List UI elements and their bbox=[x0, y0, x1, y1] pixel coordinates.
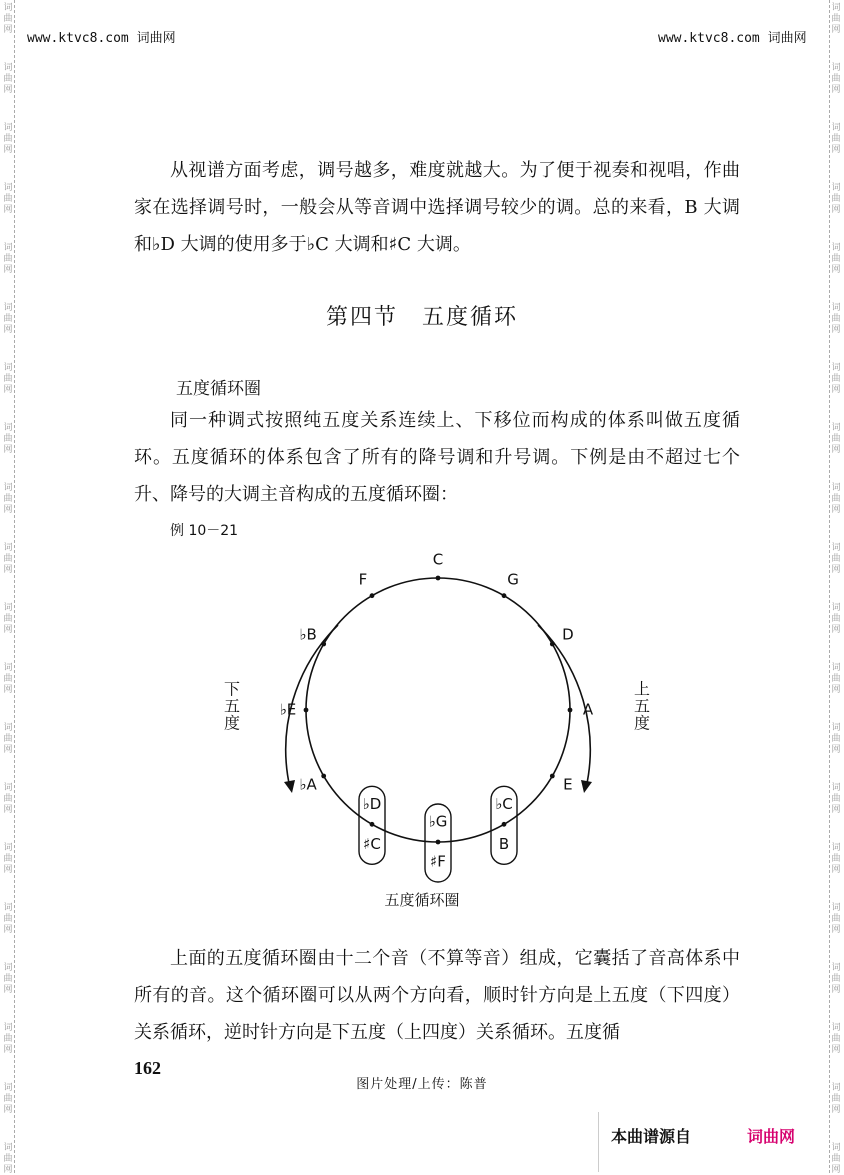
border-watermark-glyph: 词 bbox=[831, 903, 841, 913]
enharmonic-lower-label: ♯C bbox=[363, 834, 381, 853]
border-watermark-glyph: 曲 bbox=[3, 674, 13, 684]
border-watermark-glyph: 网 bbox=[3, 85, 13, 95]
left-direction-label: 度 bbox=[223, 713, 241, 733]
border-watermark-glyph: 词 bbox=[3, 543, 13, 553]
border-watermark-glyph: 网 bbox=[831, 805, 841, 815]
note-dot bbox=[304, 708, 309, 713]
left-direction-label: 五 bbox=[223, 696, 241, 716]
border-watermark-glyph: 曲 bbox=[831, 974, 841, 984]
border-watermark-glyph: 曲 bbox=[831, 794, 841, 804]
border-watermark-glyph: 网 bbox=[831, 145, 841, 155]
note-dot bbox=[568, 708, 573, 713]
border-watermark-glyph: 词 bbox=[3, 723, 13, 733]
footer-credit: 图片处理/上传：陈普 bbox=[356, 1077, 488, 1092]
border-watermark-glyph: 词 bbox=[3, 483, 13, 493]
note-label: G bbox=[507, 570, 519, 589]
diagram-caption: 五度循环圈 bbox=[384, 891, 460, 909]
border-watermark-glyph: 曲 bbox=[3, 914, 13, 924]
header-right-url[interactable]: www.ktvc8.com 词曲网 bbox=[658, 31, 807, 46]
border-watermark-glyph: 网 bbox=[3, 985, 13, 995]
border-watermark-glyph: 曲 bbox=[3, 254, 13, 264]
border-watermark-glyph: 词 bbox=[3, 843, 13, 853]
border-watermark-glyph: 曲 bbox=[3, 14, 13, 24]
border-watermark-glyph: 网 bbox=[831, 565, 841, 575]
note-dot bbox=[436, 576, 441, 581]
border-watermark-glyph: 网 bbox=[3, 25, 13, 35]
border-watermark-glyph: 词 bbox=[3, 603, 13, 613]
border-watermark-glyph: 网 bbox=[831, 445, 841, 455]
border-watermark-glyph: 词 bbox=[831, 423, 841, 433]
border-watermark-glyph: 曲 bbox=[3, 854, 13, 864]
border-watermark-glyph: 网 bbox=[831, 1165, 841, 1175]
border-watermark-glyph: 词 bbox=[831, 243, 841, 253]
border-watermark-glyph: 网 bbox=[3, 265, 13, 275]
border-watermark-glyph: 词 bbox=[831, 63, 841, 73]
note-dot bbox=[321, 642, 326, 647]
border-watermark-glyph: 词 bbox=[831, 123, 841, 133]
note-label: ♭A bbox=[299, 775, 317, 794]
enharmonic-upper-label: ♭G bbox=[428, 812, 448, 831]
border-watermark-glyph: 词 bbox=[831, 783, 841, 793]
border-watermark-glyph: 网 bbox=[3, 685, 13, 695]
border-watermark-glyph: 曲 bbox=[831, 434, 841, 444]
source-label: 本曲谱源自 bbox=[611, 1127, 692, 1146]
border-watermark-glyph: 曲 bbox=[831, 74, 841, 84]
border-watermark-glyph: 曲 bbox=[3, 1034, 13, 1044]
border-watermark-glyph: 曲 bbox=[831, 854, 841, 864]
border-watermark-glyph: 网 bbox=[3, 745, 13, 755]
border-watermark-glyph: 曲 bbox=[831, 254, 841, 264]
left-direction-label: 下 bbox=[223, 679, 241, 699]
border-watermark-glyph: 网 bbox=[3, 565, 13, 575]
note-dot bbox=[502, 593, 507, 598]
border-watermark-glyph: 曲 bbox=[831, 494, 841, 504]
border-watermark-glyph: 曲 bbox=[831, 374, 841, 384]
notes-layer bbox=[280, 551, 594, 794]
closing-paragraph bbox=[134, 940, 740, 1051]
border-watermark-glyph: 网 bbox=[3, 1105, 13, 1115]
border-watermark-glyph: 词 bbox=[831, 723, 841, 733]
border-watermark-glyph: 词 bbox=[3, 63, 13, 73]
example-label: 例 10－21 bbox=[170, 523, 239, 539]
border-watermark-glyph: 词 bbox=[831, 543, 841, 553]
border-watermark-glyph: 网 bbox=[831, 325, 841, 335]
border-watermark-glyph: 词 bbox=[3, 183, 13, 193]
border-watermark-glyph: 曲 bbox=[3, 74, 13, 84]
border-watermark-glyph: 词 bbox=[831, 603, 841, 613]
border-watermark-glyph: 网 bbox=[3, 145, 13, 155]
border-watermark-glyph: 词 bbox=[3, 123, 13, 133]
border-watermark-glyph: 曲 bbox=[3, 1154, 13, 1164]
border-watermark-glyph: 网 bbox=[831, 205, 841, 215]
border-watermark-glyph: 曲 bbox=[831, 1094, 841, 1104]
intro-text: 从视谱方面考虑，调号越多，难度就越大。为了便于视奏和视唱，作曲家在选择调号时，一般会从等音调中选择调号较少的调。总的来看，B 大调和♭D 大调的使用多于♭C 大调和♯C 大调。 bbox=[134, 160, 740, 255]
border-watermark-glyph: 词 bbox=[3, 903, 13, 913]
border-watermark-glyph: 曲 bbox=[3, 974, 13, 984]
border-watermark-glyph: 网 bbox=[3, 1165, 13, 1175]
border-watermark-glyph: 词 bbox=[3, 243, 13, 253]
note-dot bbox=[550, 774, 555, 779]
border-watermark-glyph: 词 bbox=[3, 783, 13, 793]
note-dot bbox=[436, 840, 441, 845]
header-left-url[interactable]: www.ktvc8.com 词曲网 bbox=[27, 31, 176, 46]
border-watermark-glyph: 词 bbox=[831, 1083, 841, 1093]
definition-text: 同一种调式按照纯五度关系连续上、下移位而构成的体系叫做五度循环。五度循环的体系包含了所有的降号调和升号调。下例是由不超过七个升、降号的大调主音构成的五度循环圈： bbox=[134, 410, 740, 505]
border-watermark-glyph: 网 bbox=[831, 685, 841, 695]
border-watermark-glyph: 曲 bbox=[3, 494, 13, 504]
border-watermark-glyph: 曲 bbox=[831, 1154, 841, 1164]
footer-divider bbox=[598, 1112, 599, 1172]
border-watermark-glyph: 曲 bbox=[3, 314, 13, 324]
border-watermark-glyph: 词 bbox=[831, 963, 841, 973]
border-watermark-glyph: 词 bbox=[3, 363, 13, 373]
border-watermark-glyph: 词 bbox=[3, 1083, 13, 1093]
border-watermark-glyph: 网 bbox=[3, 505, 13, 515]
border-watermark-glyph: 曲 bbox=[831, 734, 841, 744]
border-watermark-glyph: 网 bbox=[831, 25, 841, 35]
note-dot bbox=[370, 822, 375, 827]
border-watermark-glyph: 曲 bbox=[831, 914, 841, 924]
note-dot bbox=[370, 593, 375, 598]
border-watermark-glyph: 词 bbox=[831, 843, 841, 853]
note-dot bbox=[321, 774, 326, 779]
border-watermark-glyph: 词 bbox=[831, 363, 841, 373]
enharmonic-layer bbox=[359, 786, 517, 882]
border-watermark-glyph: 网 bbox=[3, 805, 13, 815]
page-number: 162 bbox=[134, 1058, 161, 1078]
note-label: ♭B bbox=[299, 625, 317, 644]
enharmonic-lower-label: ♯F bbox=[430, 852, 446, 871]
border-watermark-glyph: 曲 bbox=[831, 674, 841, 684]
enharmonic-upper-label: ♭C bbox=[495, 794, 513, 813]
note-dot bbox=[550, 642, 555, 647]
border-watermark-glyph: 曲 bbox=[3, 1094, 13, 1104]
border-watermark-glyph: 网 bbox=[831, 505, 841, 515]
border-watermark-glyph: 网 bbox=[3, 385, 13, 395]
border-watermark-glyph: 词 bbox=[3, 1023, 13, 1033]
right-direction-label: 上 bbox=[633, 679, 651, 699]
border-watermark-glyph: 网 bbox=[3, 205, 13, 215]
left-arrow-head bbox=[284, 780, 295, 793]
right-arrow-head bbox=[581, 780, 592, 793]
border-watermark-glyph: 词 bbox=[3, 3, 13, 13]
border-watermark-glyph: 词 bbox=[3, 1143, 13, 1153]
border-watermark-glyph: 词 bbox=[831, 483, 841, 493]
border-watermark-glyph: 曲 bbox=[3, 374, 13, 384]
border-watermark-glyph: 词 bbox=[831, 303, 841, 313]
border-watermark-glyph: 网 bbox=[3, 445, 13, 455]
note-label: D bbox=[562, 625, 574, 644]
subheading: 五度循环圈 bbox=[176, 379, 261, 399]
border-watermark-glyph: 网 bbox=[831, 265, 841, 275]
border-watermark-glyph: 网 bbox=[831, 1045, 841, 1055]
circle bbox=[306, 578, 573, 842]
border-watermark-glyph: 曲 bbox=[3, 134, 13, 144]
closing-text: 上面的五度循环圈由十二个音（不算等音）组成，它囊括了音高体系中所有的音。这个循环圈可以从两个方向看，顺时针方向是上五度（下四度）关系循环，逆时针方向是下五度（上四度）关系循环。五度循 bbox=[134, 948, 740, 1043]
border-watermark-glyph: 曲 bbox=[831, 14, 841, 24]
border-watermark-glyph: 词 bbox=[3, 663, 13, 673]
border-watermark-glyph: 词 bbox=[831, 183, 841, 193]
note-dot bbox=[502, 822, 507, 827]
note-label: E bbox=[563, 775, 573, 794]
note-label: C bbox=[432, 550, 444, 569]
border-watermark-glyph: 词 bbox=[3, 963, 13, 973]
border-watermark-glyph: 网 bbox=[831, 865, 841, 875]
border-watermark-glyph: 曲 bbox=[831, 1034, 841, 1044]
section-title: 第四节 五度循环 bbox=[325, 305, 518, 330]
border-watermark-glyph: 网 bbox=[831, 85, 841, 95]
border-watermark-glyph: 网 bbox=[3, 925, 13, 935]
border-watermark-glyph: 网 bbox=[831, 625, 841, 635]
border-watermark-glyph: 曲 bbox=[831, 614, 841, 624]
border-watermark-glyph: 词 bbox=[831, 3, 841, 13]
note-label: F bbox=[358, 570, 368, 589]
border-watermark-glyph: 词 bbox=[831, 1023, 841, 1033]
border-watermark-glyph: 词 bbox=[831, 663, 841, 673]
note-label: A bbox=[582, 700, 594, 719]
border-watermark-glyph: 网 bbox=[831, 925, 841, 935]
note-label: ♭E bbox=[279, 700, 297, 719]
enharmonic-upper-label: ♭D bbox=[362, 794, 382, 813]
border-watermark-glyph: 曲 bbox=[3, 554, 13, 564]
border-watermark-glyph: 网 bbox=[3, 325, 13, 335]
border-watermark-glyph: 词 bbox=[3, 423, 13, 433]
border-watermark-glyph: 词 bbox=[831, 1143, 841, 1153]
border-watermark-glyph: 网 bbox=[3, 865, 13, 875]
border-watermark-glyph: 曲 bbox=[3, 434, 13, 444]
border-watermark-glyph: 网 bbox=[831, 385, 841, 395]
border-watermark-glyph: 曲 bbox=[3, 194, 13, 204]
border-watermark-glyph: 曲 bbox=[831, 194, 841, 204]
border-watermark-glyph: 曲 bbox=[831, 134, 841, 144]
enharmonic-lower-label: B bbox=[498, 834, 510, 853]
right-direction-label: 度 bbox=[633, 713, 651, 733]
border-watermark-glyph: 网 bbox=[831, 985, 841, 995]
border-watermark-glyph: 词 bbox=[3, 303, 13, 313]
right-direction-label: 五 bbox=[633, 696, 651, 716]
border-watermark-glyph: 曲 bbox=[831, 314, 841, 324]
border-watermark-glyph: 曲 bbox=[3, 734, 13, 744]
border-watermark-glyph: 曲 bbox=[3, 794, 13, 804]
border-watermark-glyph: 曲 bbox=[3, 614, 13, 624]
border-watermark-glyph: 网 bbox=[831, 1105, 841, 1115]
border-watermark-glyph: 网 bbox=[831, 745, 841, 755]
border-watermark-glyph: 网 bbox=[3, 625, 13, 635]
site-link[interactable]: 词曲网 bbox=[747, 1127, 796, 1146]
border-watermark-glyph: 曲 bbox=[831, 554, 841, 564]
border-watermark-glyph: 网 bbox=[3, 1045, 13, 1055]
